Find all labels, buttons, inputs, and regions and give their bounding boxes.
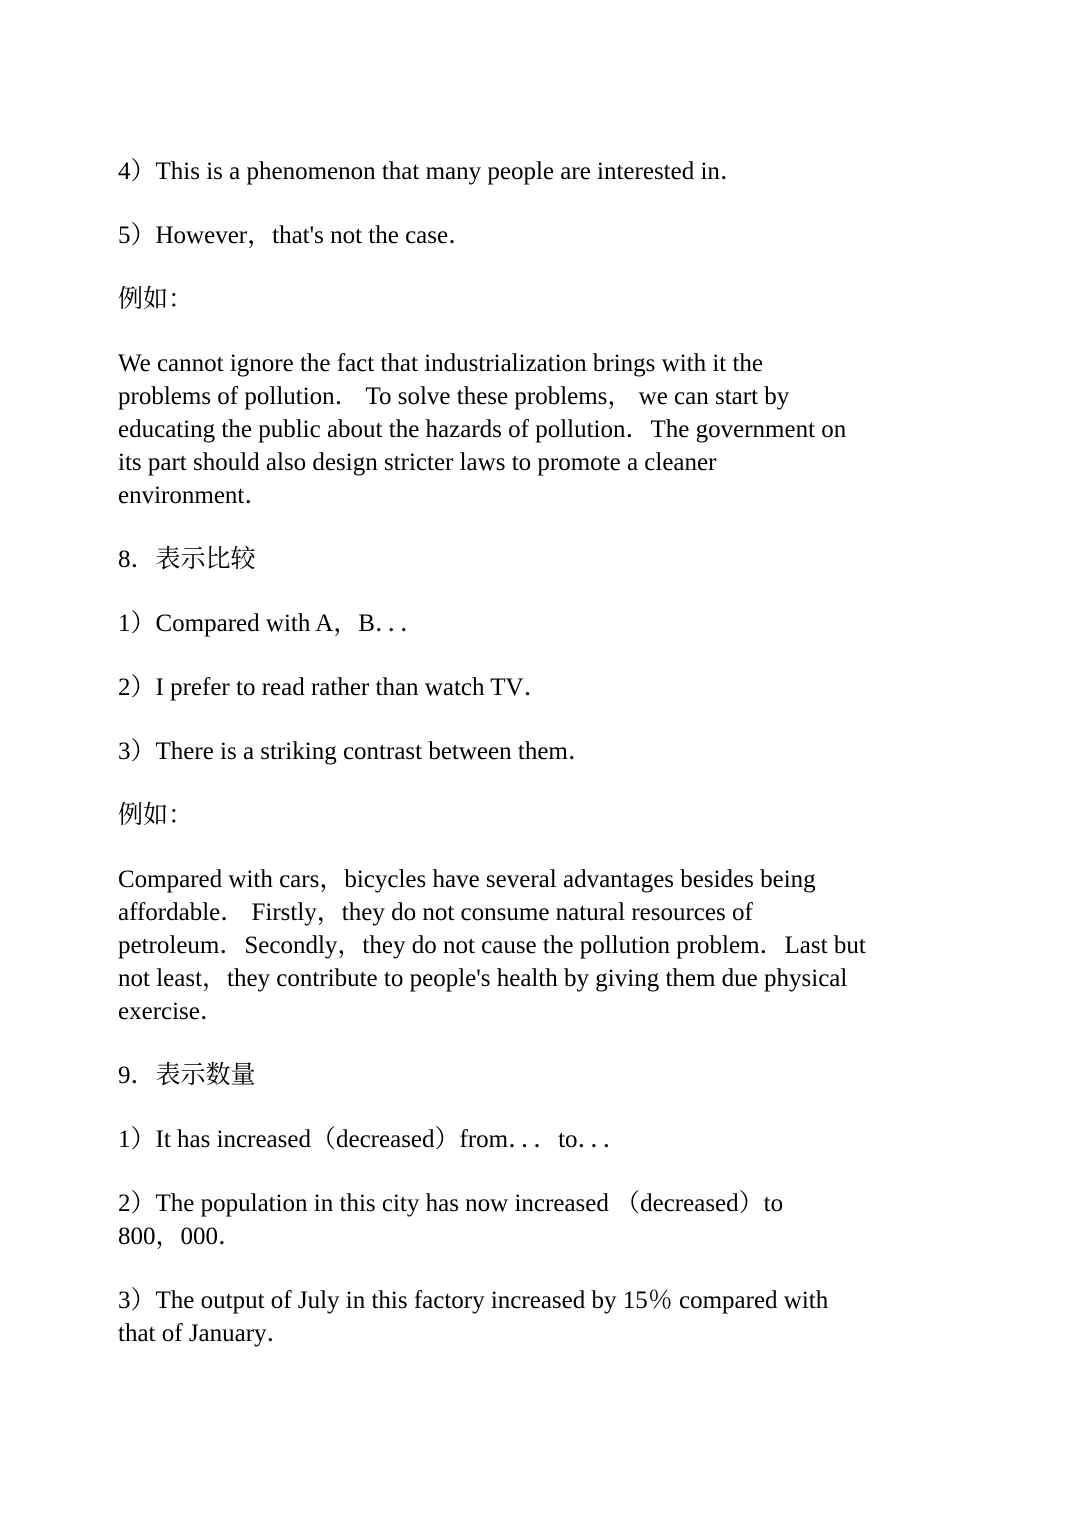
section-heading-9 [118,1059,1078,1092]
text-line: petroleum．Secondly，they do not cause the pollution problem．Last but [118,932,866,959]
text-line: 800，000． [118,1223,244,1250]
example-paragraph-pollution [118,347,1078,512]
text-line: We cannot ignore the fact that industrialization brings with it the [118,350,764,377]
text-line: 3）The output of July in this factory increased by 15％ compared with [118,1287,829,1314]
list-item-2-compare [118,671,1078,704]
text-line: environment． [118,482,270,509]
list-item-5 [118,219,1078,252]
text-line: 4）This is a phenomenon that many people are interested in． [118,158,745,185]
text-line: 2）The population in this city has now increased （decreased）to [118,1190,784,1217]
list-item-1-compare [118,607,1078,640]
text-line: 例如： [118,286,194,313]
text-line: 8．表示比较 [118,546,256,573]
list-item-3-quantity [118,1284,1078,1350]
text-line: exercise． [118,998,225,1025]
text-line: its part should also design stricter laws to promote a cleaner [118,449,717,476]
text-line: 3）There is a striking contrast between them． [118,738,593,765]
section-heading-8 [118,543,1078,576]
text-line: 2）I prefer to read rather than watch TV． [118,674,549,701]
text-line: educating the public about the hazards of pollution．The government on [118,416,847,443]
text-line: not least，they contribute to people's health by giving them due physical [118,965,848,992]
text-line: Compared with cars，bicycles have several advantages besides being [118,866,816,893]
text-line: problems of pollution． To solve these problems， we can start by [118,383,790,410]
text-line: 1）Compared with A，B．．． [118,610,425,637]
list-item-2-quantity [118,1187,1078,1253]
example-label [118,283,1078,316]
example-label [118,799,1078,832]
text-line: 1）It has increased（decreased）from．．．to．．． [118,1126,628,1153]
text-line: 例如： [118,802,194,829]
text-line: affordable． Firstly，they do not consume natural resources of [118,899,753,926]
text-line: that of January． [118,1320,292,1347]
list-item-1-quantity [118,1123,1078,1156]
example-paragraph-bicycles [118,863,1078,1028]
text-line: 5）However，that's not the case． [118,222,474,249]
list-item-3-compare [118,735,1078,768]
list-item-4 [118,155,1078,188]
text-line: 9．表示数量 [118,1062,256,1089]
